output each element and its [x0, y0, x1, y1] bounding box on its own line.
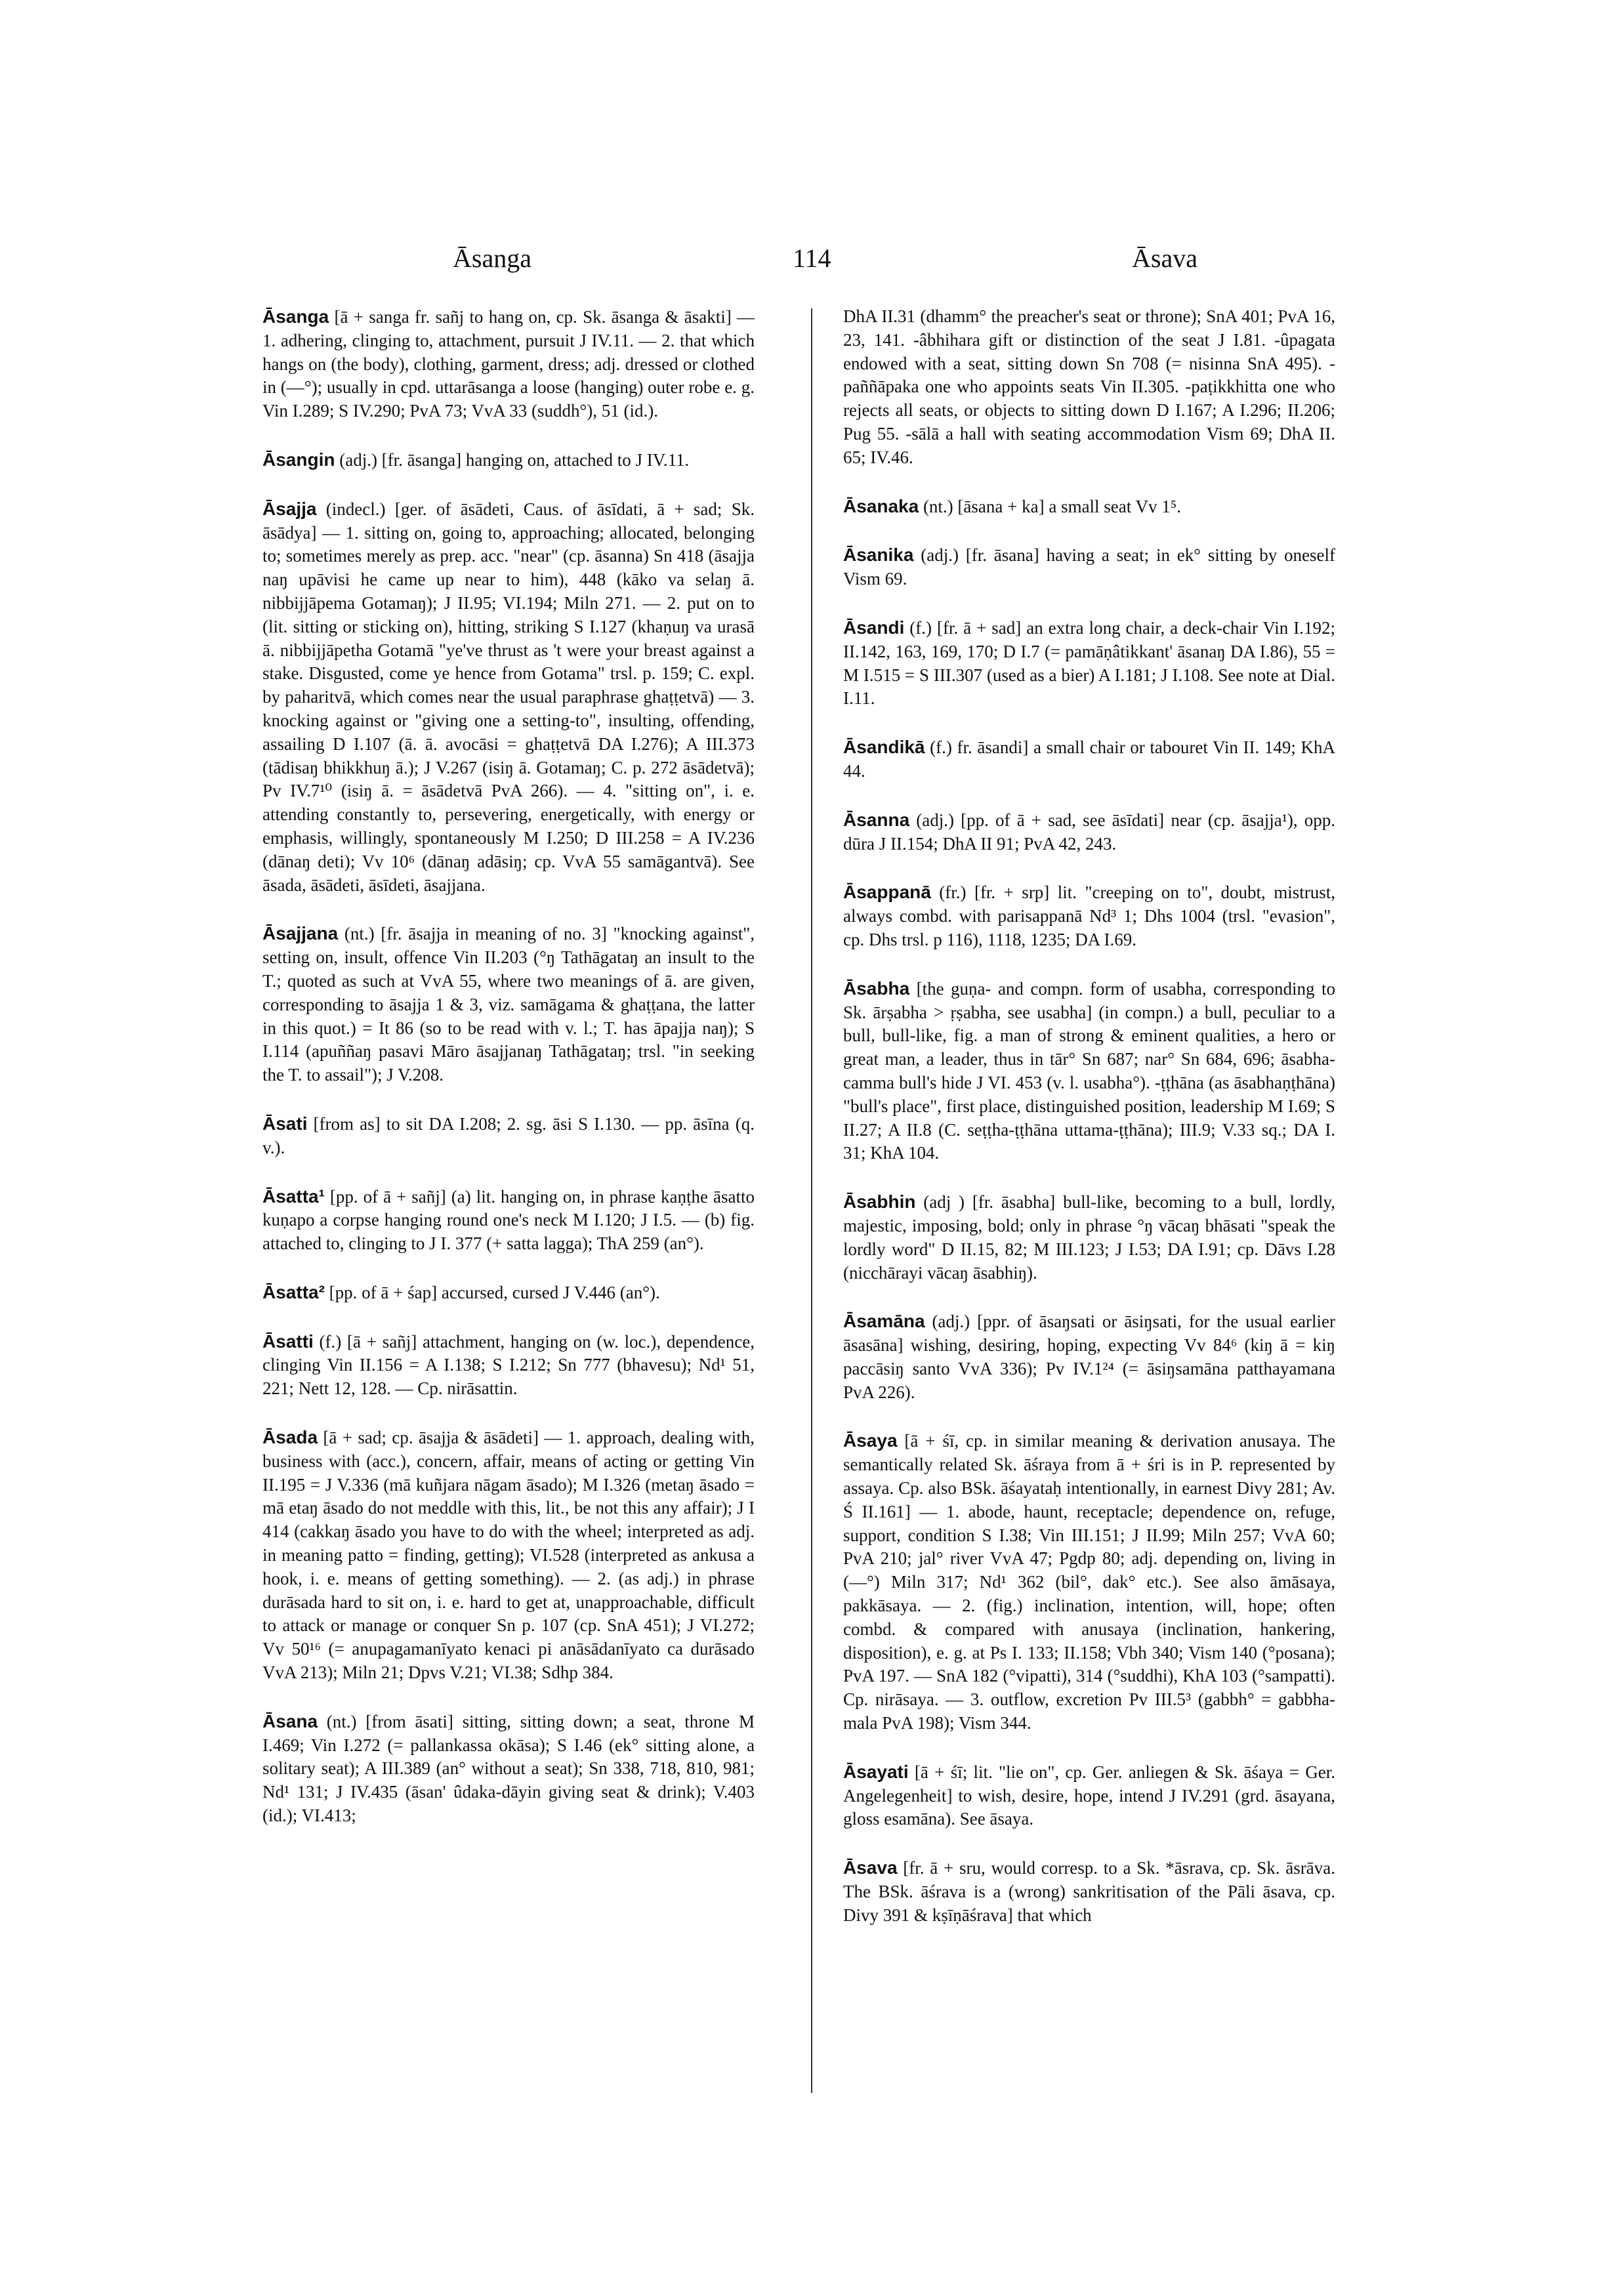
entry-definition: (adj ) [fr. āsabha] bull-like, becoming to a bull, lordly, majestic, imposing, bold; only in phrase °ŋ vācaŋ bhāsati "speak the lordly word" D II.15, 82; M III.123; J I.53; DA I.91; cp. Dāvs I.28 (nicchārayi vācaŋ āsabhiŋ). — [843, 1192, 1335, 1283]
dictionary-entry — [262, 1330, 755, 1401]
dictionary-entry — [262, 1281, 755, 1305]
headword: Āsayati — [843, 1761, 909, 1782]
entry-definition: [ā + śī; lit. "lie on", cp. Ger. anliegen & Sk. āśaya = Ger. Angelegenheit] to wish, desire, hope, intend J IV.291 (grd. āsayana, gloss esamāna). See āsaya. — [843, 1762, 1335, 1829]
dictionary-entry — [262, 1185, 755, 1256]
entry-definition: (indecl.) [ger. of āsādeti, Caus. of āsīdati, ā + sad; Sk. āsādya] — 1. sitting on, going to, approaching; allocated, belonging to; sometimes merely as prep. acc. "near" (cp. āsanna) Sn 418 (āsajja naŋ upāvisi he came up near to him), 448 (kāko va selaŋ ā. nibbijjāpema Gotamaŋ); J II.95; VI.194; Miln 271. — 2. put on to (lit. sitting or sticking on), hitting, striking S I.127 (khaṇuŋ va urasā ā. nibbijjāpetha Gotamā "ye've thrust as 't were your breast against a stake. Disgusted, come ye hence from Gotama" trsl. p. 159; C. expl. by paharitvā, which comes near the usual paraphrase ghaṭṭetvā) — 3. knocking against or "giving one a setting-to", insulting, offending, assailing D I.107 (ā. ā. avocāsi = ghaṭṭetvā DA I.276); A III.373 (tādisaŋ bhikkhuŋ ā.); J V.267 (isiŋ ā. Gotamaŋ; C. p. 272 āsādetvā); Pv IV.7¹⁰ (isiŋ ā. = āsādetvā PvA 266). — 4. "sitting on", i. e. attending constantly to, persevering, energetically, with energy or emphasis, willingly, spontaneously M I.250; D III.258 = A IV.236 (dānaŋ deti); Vv 10⁶ (dānaŋ adāsiŋ; cp. VvA 55 samāgantvā). See āsada, āsādeti, āsīdeti, āsajjana. — [262, 499, 755, 895]
entry-definition: (nt.) [fr. āsajja in meaning of no. 3] "knocking against", setting on, insult, offence Vin II.203 (°ŋ Tathāgataŋ an insult to the T.; quoted as such at VvA 55, where two meanings of ā. are given, corresponding to āsajja 1 & 3, viz. samāgama & ghaṭṭana, the latter in this quot.) = It 86 (so to be read with v. l.; T. has āpajja naŋ); S I.114 (apuññaŋ pasavi Māro āsajjanaŋ Tathāgataŋ; trsl. "in seeking the T. to assail"); J V.208. — [262, 924, 755, 1085]
headword: Āsabha — [843, 978, 910, 999]
entry-definition: [pp. of ā + śap] accursed, cursed J V.446 (an°). — [324, 1282, 660, 1302]
headword: Āsada — [262, 1427, 318, 1448]
headword: Āsatti — [262, 1331, 314, 1352]
headword: Āsanga — [262, 306, 329, 327]
entry-definition: (adj.) [ppr. of āsaŋsati or āsiŋsati, for the usual earlier āsasāna] wishing, desiring, hoping, expecting Vv 84⁶ (kiŋ ā = kiŋ paccāsiŋ santo VvA 336); Pv IV.1²⁴ (= āsiŋsamāna patthayamana PvA 226). — [843, 1312, 1335, 1402]
dictionary-entry — [843, 1310, 1335, 1404]
right-column — [843, 305, 1335, 1953]
headword: Āsandikā — [843, 737, 925, 758]
running-head-left: Āsanga — [453, 243, 531, 273]
headword: Āsandi — [843, 617, 905, 638]
entry-definition: (nt.) [āsana + ka] a small seat Vv 1⁵. — [919, 496, 1181, 516]
column-divider — [811, 308, 812, 2093]
entry-definition: [from as] to sit DA I.208; 2. sg. āsi S I.130. — pp. āsīna (q. v.). — [262, 1113, 755, 1157]
page-number: 114 — [793, 243, 831, 273]
headword: Āsabhin — [843, 1191, 916, 1212]
entry-definition: (adj.) [pp. of ā + sad, see āsīdati] near (cp. āsajja¹), opp. dūra J II.154; DhA II 91; PvA 42, 243. — [843, 810, 1335, 854]
headword: Āsangin — [262, 449, 335, 470]
entry-definition: DhA II.31 (dhamm° the preacher's seat or throne); SnA 401; PvA 16, 23, 141. -âbhihara gift or distinction of the seat J I.81. -ûpagata endowed with a seat, sitting down Sn 708 (= nisinna SnA 495). -paññāpaka one who appoints seats Vin II.305. -paṭikkhitta one who rejects all seats, or objects to sitting down D I.167; A I.296; II.206; Pug 55. -sālā a hall with seating accommodation Vism 69; DhA II. 65; IV.46. — [843, 306, 1335, 467]
entry-definition: (adj.) [fr. āsanga] hanging on, attached to J IV.11. — [335, 449, 690, 470]
dictionary-entry — [843, 808, 1335, 856]
headword: Āsaya — [843, 1430, 898, 1451]
dictionary-entry — [843, 880, 1335, 951]
dictionary-entry — [843, 977, 1335, 1165]
entry-definition: (nt.) [from āsati] sitting, sitting down; a seat, throne M I.469; Vin I.272 (= pallankassa okāsa); S I.46 (ek° sitting alone, a solitary seat); A III.389 (an° without a seat); Sn 338, 718, 810, 981; Nd¹ 131; J IV.435 (āsan' ûdaka-dāyin giving seat & drink); V.403 (id.); VI.413; — [262, 1711, 755, 1826]
running-head-right: Āsava — [1132, 243, 1197, 273]
headword: Āsava — [843, 1857, 898, 1878]
headword: Āsatta² — [262, 1281, 325, 1302]
dictionary-entry — [262, 1112, 755, 1160]
entry-definition: (f.) [ā + sañj] attachment, hanging on (w. loc.), dependence, clinging Vin II.156 = A I.138; S I.212; Sn 777 (bhavesu); Nd¹ 51, 221; Nett 12, 128. — Cp. nirāsattin. — [262, 1331, 755, 1399]
entry-definition: [ā + śī, cp. in similar meaning & derivation anusaya. The semantically related Sk. āśraya from ā + śri is in P. represented by assaya. Cp. also BSk. āśayataḥ intentionally, in earnest Divy 281; Av. Ś II.161] — 1. abode, haunt, receptacle; dependence on, refuge, support, condition S I.38; Vin III.151; J II.99; Miln 257; VvA 60; PvA 210; jal° river VvA 47; Pgdp 80; adj. depending on, living in (—°) Miln 317; Nd¹ 362 (bil°, dak° etc.). See also āmāsaya, pakkāsaya. — 2. (fig.) inclination, intention, will, hope; often combd. & compared with anusaya (inclination, hankering, disposition), e. g. at Ps I. 133; II.158; Vbh 340; Vism 140 (°posana); PvA 197. — SnA 182 (°vipatti), 314 (°suddhi), KhA 103 (°sampatti). Cp. nirāsaya. — 3. outflow, excretion Pv III.5³ (gabbh° = gabbha-mala PvA 198); Vism 344. — [843, 1431, 1335, 1733]
dictionary-entry — [843, 616, 1335, 711]
headword: Āsamāna — [843, 1311, 925, 1332]
dictionary-entry — [262, 305, 755, 423]
dictionary-entry — [843, 735, 1335, 783]
headword: Āsajjana — [262, 923, 339, 944]
headword: Āsanaka — [843, 495, 919, 516]
entry-definition: [fr. ā + sru, would corresp. to a Sk. *āsrava, cp. Sk. āsrāva. The BSk. āśrava is a (wrong) sankritisation of the Pāli āsava, cp. Divy 391 & kṣīṇāśrava] that which — [843, 1858, 1335, 1925]
dictionary-entry — [843, 1429, 1335, 1735]
dictionary-entry — [262, 497, 755, 898]
dictionary-entry — [843, 1760, 1335, 1831]
dictionary-entry — [262, 1710, 755, 1828]
entry-definition: [ā + sad; cp. āsajja & āsādeti] — 1. approach, dealing with, business with (acc.), concern, affair, means of acting or getting Vin II.195 = J V.336 (mā kuñjara nāgam āsado); M I.326 (metaŋ āsado = mā etaŋ āsado do not meddle with this, lit., be not this any affair); J I 414 (cakkaŋ āsado you have to do with the wheel; interpreted as adj. in meaning patto = finding, getting); VI.528 (interpreted as ankusa a hook, i. e. means of getting something). — 2. (as adj.) in phrase durāsada hard to sit on, i. e. hard to get at, unapproachable, difficult to attack or manage or conquer Sn p. 107 (cp. SnA 451); J VI.272; Vv 50¹⁶ (= anupagamanīyato kenaci pi anāsādanīyato ca durāsado VvA 213); Miln 21; Dpvs V.21; VI.38; Sdhp 384. — [262, 1428, 755, 1683]
headword: Āsajja — [262, 498, 317, 519]
dictionary-entry — [843, 1856, 1335, 1927]
dictionary-entry — [262, 922, 755, 1087]
entry-definition: (adj.) [fr. āsana] having a seat; in ek° sitting by oneself Vism 69. — [843, 545, 1335, 589]
headword: Āsappanā — [843, 882, 931, 903]
entry-definition: (fr.) [fr. + srp] lit. "creeping on to", doubt, mistrust, always combd. with parisappanā Nd³ 1; Dhs 1004 (trsl. "evasion", cp. Dhs trsl. p 116), 1118, 1235; DA I.69. — [843, 882, 1335, 949]
headword: Āsatta¹ — [262, 1186, 325, 1207]
entry-definition: (f.) fr. āsandi] a small chair or tabouret Vin II. 149; KhA 44. — [843, 737, 1335, 781]
headword: Āsati — [262, 1113, 308, 1134]
headword: Āsana — [262, 1710, 318, 1731]
dictionary-entry — [262, 448, 755, 472]
dictionary-entry — [262, 1426, 755, 1685]
dictionary-entry — [843, 1190, 1335, 1285]
dictionary-entry — [843, 305, 1335, 470]
page-header — [0, 243, 1624, 282]
entry-definition: [ā + sanga fr. sañj to hang on, cp. Sk. āsanga & āsakti] — 1. adhering, clinging to, attachment, pursuit J IV.11. — 2. that which hangs on (the body), clothing, garment, dress; adj. dressed or clothed in (—°); usually in cpd. uttarāsanga a loose (hanging) outer robe e. g. Vin I.289; S IV.290; PvA 73; VvA 33 (suddh°), 51 (id.). — [262, 307, 755, 421]
left-column — [262, 305, 755, 1853]
dictionary-entry — [843, 543, 1335, 591]
headword: Āsanika — [843, 545, 914, 566]
entry-definition: (f.) [fr. ā + sad] an extra long chair, a deck-chair Vin I.192; II.142, 163, 169, 170; D I.7 (= pamāṇâtikkant' āsanaŋ DA I.86), 55 = M I.515 = S III.307 (used as a bier) A I.181; J I.108. See note at Dial. I.11. — [843, 617, 1335, 709]
headword: Āsanna — [843, 809, 910, 830]
dictionary-entry — [843, 495, 1335, 519]
entry-definition: [pp. of ā + sañj] (a) lit. hanging on, in phrase kaṇṭhe āsatto kuṇapo a corpse hanging round one's neck M I.120; J I.5. — (b) fig. attached to, clinging to J I. 377 (+ satta lagga); ThA 259 (an°). — [262, 1186, 755, 1254]
entry-definition: [the guṇa- and compn. form of usabha, corresponding to Sk. ārṣabha > ṛṣabha, see usabha] (in compn.) a bull, peculiar to a bull, bull-like, fig. a man of strong & eminent qualities, a hero or great man, a leader, thus in tār° Sn 687; nar° Sn 684, 696; āsabha-camma bull's hide J VI. 453 (v. l. usabha°). -ṭṭhāna (as āsabhaṇṭhāna) "bull's place", first place, distinguished position, leadership M I.69; S II.27; A II.8 (C. seṭṭha-ṭṭhāna uttama-ṭṭhāna); III.9; V.33 sq.; DA I. 31; KhA 104. — [843, 978, 1335, 1163]
